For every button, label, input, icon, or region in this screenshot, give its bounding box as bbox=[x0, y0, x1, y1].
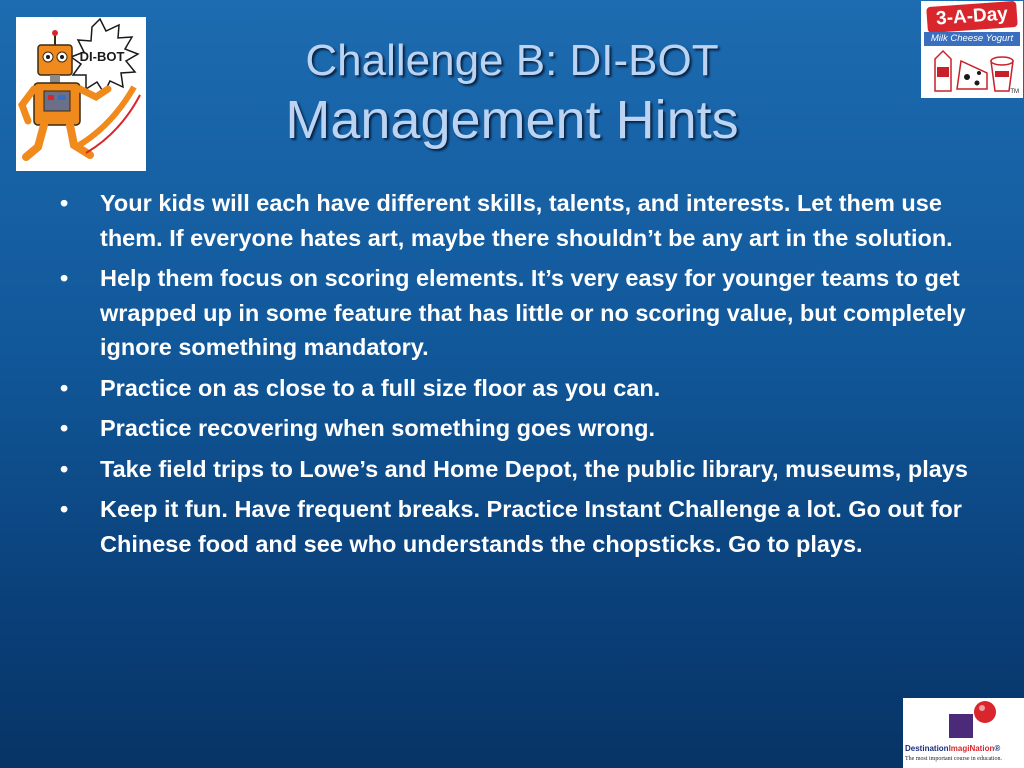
di-name-part-1: Destination bbox=[905, 744, 949, 753]
list-item bbox=[60, 452, 970, 487]
bullet-marker: • bbox=[60, 190, 69, 216]
di-bot-logo bbox=[16, 17, 146, 171]
list-item bbox=[60, 261, 970, 365]
di-logo-tagline: The most important course in education. bbox=[905, 756, 1002, 762]
destination-imagination-logo bbox=[903, 698, 1024, 768]
dibot-badge-text: DI-BOT bbox=[79, 49, 125, 64]
di-logo-mark-icon bbox=[903, 698, 1024, 744]
three-a-day-subtitle: Milk Cheese Yogurt bbox=[924, 32, 1020, 46]
management-hints-list bbox=[60, 186, 970, 567]
bullet-marker: • bbox=[60, 265, 69, 291]
di-name-part-2: ImagiNation bbox=[948, 744, 995, 753]
dairy-products-icon bbox=[921, 1, 1023, 98]
three-a-day-trademark: TM bbox=[1010, 89, 1019, 95]
list-item bbox=[60, 411, 970, 446]
bullet-text: Keep it fun. Have frequent breaks. Practice Instant Challenge a lot. Go out for Chinese food and see who understands the chopsticks. Go to plays. bbox=[100, 496, 962, 557]
robot-illustration-icon bbox=[16, 17, 146, 171]
bullet-text: Practice on as close to a full size floor as you can. bbox=[100, 374, 661, 401]
list-item bbox=[60, 371, 970, 406]
bullet-marker: • bbox=[60, 374, 69, 401]
di-logo-name bbox=[905, 744, 1023, 753]
bullet-text: Help them focus on scoring elements. It’s very easy for younger teams to get wrapped up in some feature that has little or no scoring value, but completely ignore something mandatory. bbox=[100, 265, 966, 360]
di-name-tm: ® bbox=[994, 744, 1001, 753]
title-line-1: Challenge B: DI-BOT bbox=[305, 36, 719, 85]
bullet-marker: • bbox=[60, 415, 69, 441]
list-item bbox=[60, 492, 970, 561]
bullet-text: Practice recovering when something goes wrong. bbox=[100, 415, 655, 441]
list-item bbox=[60, 186, 970, 255]
title-line-2: Management Hints bbox=[285, 90, 739, 150]
bullet-marker: • bbox=[60, 455, 69, 482]
slide-title bbox=[160, 34, 864, 152]
bullet-marker: • bbox=[60, 496, 69, 522]
bullet-text: Take field trips to Lowe’s and Home Depot, the public library, museums, plays bbox=[100, 455, 968, 482]
bullet-text: Your kids will each have different skills, talents, and interests. Let them use them. If everyone hates art, maybe there shouldn’t be any art in the solution. bbox=[100, 190, 953, 251]
three-a-day-brand: 3-A-Day bbox=[926, 1, 1018, 33]
three-a-day-logo bbox=[921, 1, 1023, 98]
